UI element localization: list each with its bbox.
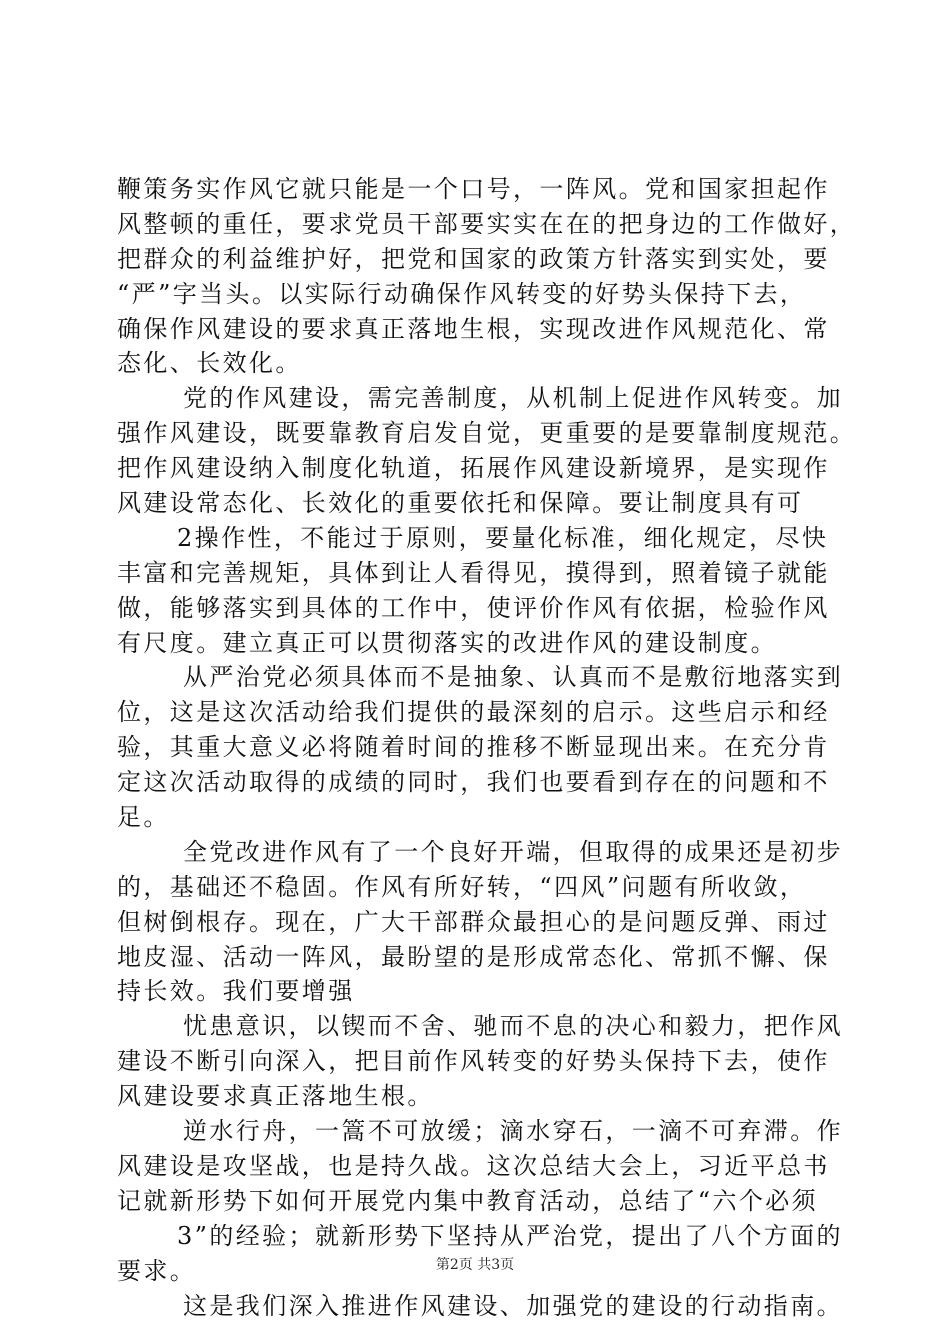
text-line: 风建设常态化、长效化的重要依托和保障。要让制度具有可 bbox=[117, 489, 804, 518]
text-line: 忧患意识，以锲而不舍、驰而不息的决心和毅力，把作风 bbox=[183, 1012, 843, 1041]
text-line: 要求。 bbox=[117, 1256, 197, 1285]
text-line: 记就新形势下如何开展党内集中教育活动，总结了“六个必须 bbox=[117, 1186, 819, 1215]
text-line: 做，能够落实到具体的工作中，使评价作风有依据，检验作风 bbox=[117, 593, 830, 622]
text-line: 全党改进作风有了一个良好开端，但取得的成果还是初步 bbox=[183, 837, 843, 866]
text-line: 这是我们深入推进作风建设、加强党的建设的行动指南。 bbox=[183, 1291, 843, 1320]
text-line: 确保作风建设的要求真正落地生根，实现改进作风规范化、常 bbox=[117, 314, 830, 343]
text-line: 风建设要求真正落地生根。 bbox=[117, 1082, 434, 1111]
text-line: 位，这是这次活动给我们提供的最深刻的启示。这些启示和经 bbox=[117, 698, 830, 727]
text-line: 把作风建设纳入制度化轨道，拓展作风建设新境界，是实现作 bbox=[117, 454, 830, 483]
text-line: “严”字当头。以实际行动确保作风转变的好势头保持下去， bbox=[117, 279, 807, 308]
text-line: 3”的经验；就新形势下坚持从严治党，提出了八个方面的 bbox=[177, 1221, 843, 1250]
text-line: 有尺度。建立真正可以贯彻落实的改进作风的建设制度。 bbox=[117, 628, 777, 657]
text-line: 的，基础还不稳固。作风有所好转，“四风”问题有所收敛， bbox=[117, 872, 807, 901]
text-line: 但树倒根存。现在，广大干部群众最担心的是问题反弹、雨过 bbox=[117, 907, 830, 936]
text-line: 验，其重大意义必将随着时间的推移不断显现出来。在充分肯 bbox=[117, 733, 830, 762]
text-line: 从严治党必须具体而不是抽象、认真而不是敷衍地落实到 bbox=[183, 663, 843, 692]
text-line: 足。 bbox=[117, 803, 170, 832]
text-line: 丰富和完善规矩，具体到让人看得见，摸得到，照着镜子就能 bbox=[117, 558, 830, 587]
text-line: 逆水行舟，一篙不可放缓；滴水穿石，一滴不可弃滞。作 bbox=[183, 1117, 843, 1146]
text-line: 风整顿的重任，要求党员干部要实实在在的把身边的工作做好， bbox=[117, 209, 857, 238]
page-footer: 第2页 共3页 bbox=[435, 1257, 515, 1273]
text-line: 党的作风建设，需完善制度，从机制上促进作风转变。加 bbox=[183, 384, 843, 413]
text-line: 强作风建设，既要靠教育启发自觉，更重要的是要靠制度规范。 bbox=[117, 419, 857, 448]
document-body bbox=[117, 172, 857, 1323]
text-line: 定这次活动取得的成绩的同时，我们也要看到存在的问题和不 bbox=[117, 768, 830, 797]
text-line: 2操作性，不能过于原则，要量化标准，细化规定，尽快 bbox=[177, 523, 829, 552]
text-line: 地皮湿、活动一阵风，最盼望的是形成常态化、常抓不懈、保 bbox=[117, 942, 830, 971]
text-line: 风建设是攻坚战，也是持久战。这次总结大会上，习近平总书 bbox=[117, 1151, 830, 1180]
text-line: 持长效。我们要增强 bbox=[117, 977, 355, 1006]
text-line: 鞭策务实作风它就只能是一个口号，一阵风。党和国家担起作 bbox=[117, 175, 830, 203]
text-line: 把群众的利益维护好，把党和国家的政策方针落实到实处，要 bbox=[117, 244, 830, 273]
text-line: 态化、长效化。 bbox=[117, 349, 302, 378]
text-line: 建设不断引向深入，把目前作风转变的好势头保持下去，使作 bbox=[117, 1047, 830, 1076]
